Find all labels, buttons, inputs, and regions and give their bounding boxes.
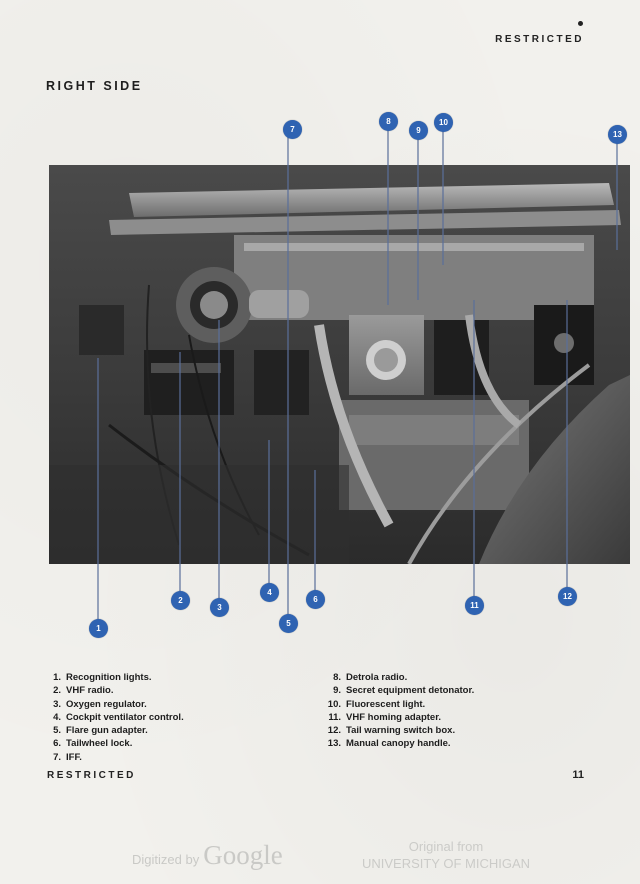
- digitized-by-text: Digitized by: [132, 852, 200, 867]
- legend-item: 10. Fluorescent light.: [327, 698, 426, 710]
- header-restricted-label: RESTRICTED: [495, 34, 584, 45]
- callout-marker: 11: [465, 596, 484, 615]
- cockpit-photo: [49, 165, 630, 564]
- legend-item: 6. Tailwheel lock.: [53, 738, 133, 750]
- legend-item: 9. Secret equipment detonator.: [333, 685, 475, 697]
- callout-marker: 12: [558, 587, 577, 606]
- callout-marker: 8: [379, 112, 398, 131]
- page-number: 11: [572, 769, 584, 781]
- section-title: RIGHT SIDE: [46, 79, 143, 93]
- callout-marker: 9: [409, 121, 428, 140]
- legend-item: 5. Flare gun adapter.: [53, 725, 148, 737]
- callout-marker: 1: [89, 619, 108, 638]
- legend-item: 11. VHF homing adapter.: [328, 711, 442, 723]
- google-wordmark: Google: [203, 840, 283, 870]
- footer-restricted-label: RESTRICTED: [47, 770, 136, 781]
- legend-item: 7. IFF.: [53, 751, 82, 763]
- legend-item: 8. Detrola radio.: [333, 672, 408, 683]
- legend-item: 2. VHF radio.: [53, 685, 114, 697]
- legend-list-left: [42, 671, 184, 764]
- callout-marker: 4: [260, 583, 279, 602]
- legend-item: 3. Oxygen regulator.: [53, 698, 147, 710]
- cockpit-photo-illustration: [49, 165, 630, 564]
- university-text: UNIVERSITY OF MICHIGAN: [361, 856, 531, 871]
- callout-marker: 6: [306, 590, 325, 609]
- legend-item: 13. Manual canopy handle.: [327, 738, 451, 750]
- legend-item: 1. Recognition lights.: [53, 672, 152, 683]
- original-from-text: Original from: [408, 839, 484, 854]
- legend-item: 12. Tail warning switch box.: [327, 725, 456, 737]
- legend-list-right: [322, 671, 474, 751]
- callout-marker: 5: [279, 614, 298, 633]
- callout-marker: 3: [210, 598, 229, 617]
- callout-marker: 2: [171, 591, 190, 610]
- legend-item: 4. Cockpit ventilator control.: [53, 711, 184, 723]
- corner-dot: [578, 21, 583, 26]
- original-from-watermark: [356, 838, 536, 872]
- digitized-by-watermark: [132, 840, 283, 871]
- callout-marker: 13: [608, 125, 627, 144]
- callout-marker: 7: [283, 120, 302, 139]
- callout-marker: 10: [434, 113, 453, 132]
